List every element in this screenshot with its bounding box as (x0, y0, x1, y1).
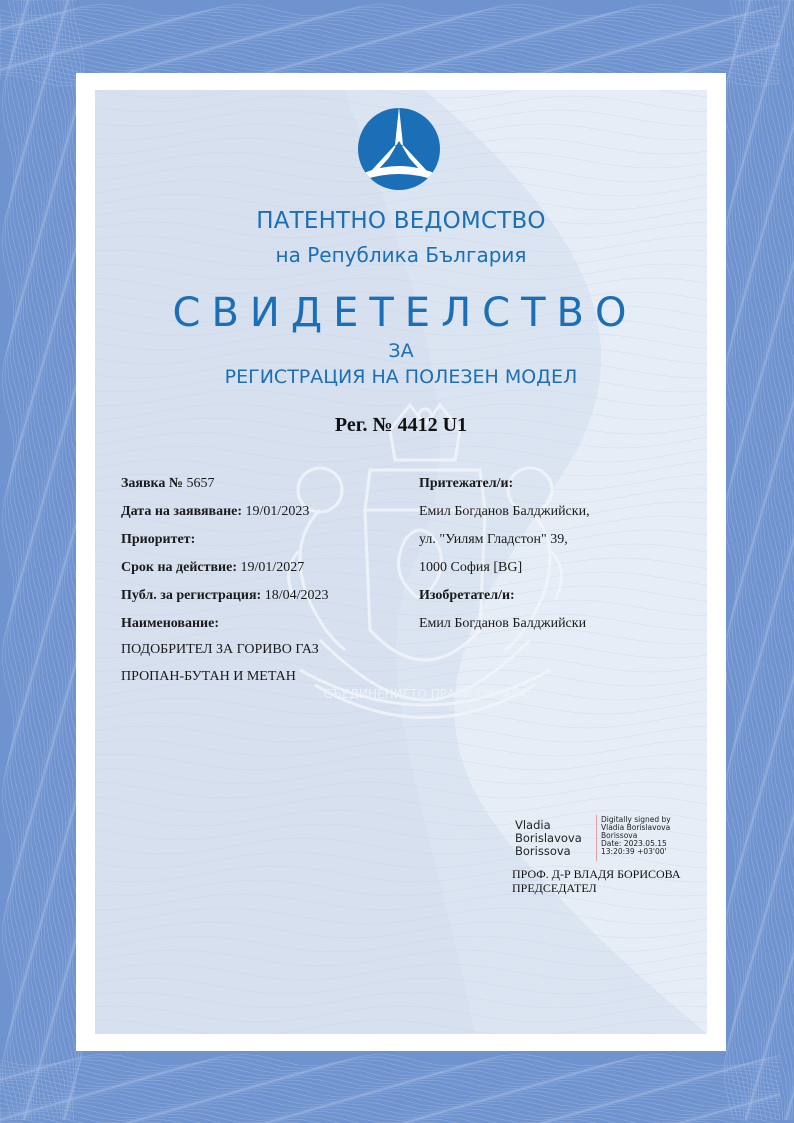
publication-field (121, 588, 328, 604)
inventor-label (419, 588, 515, 604)
invention-title-line2: ПРОПАН-БУТАН И МЕТАН (121, 669, 296, 684)
filing-date-value: 19/01/2023 (245, 504, 310, 519)
application-field (121, 476, 214, 492)
holder-line3: 1000 София [BG] (419, 560, 523, 575)
registration-number: Рег. № 4412 U1 (334, 414, 468, 436)
application-label: Заявка № (121, 476, 183, 491)
filing-date-field (121, 504, 309, 520)
holder-label-text: Притежател/и: (419, 476, 514, 491)
priority-field (121, 532, 195, 548)
inventor-line1: Емил Богданов Балджийски (419, 616, 587, 631)
patent-office-logo-icon (357, 105, 441, 193)
inventor-label-text: Изобретател/и: (419, 588, 515, 603)
seal-motto: СЪЕДИНЕНИЕТО ПРАВИ СИЛАТА (323, 687, 527, 701)
validity-value: 19/01/2027 (240, 560, 305, 575)
publication-label: Публ. за регистрация: (121, 588, 262, 603)
title-label (121, 616, 219, 632)
certificate-za: ЗА (388, 340, 414, 362)
priority-label: Приоритет: (121, 532, 196, 547)
officer-title: ПРЕДСЕДАТЕЛ (512, 881, 597, 895)
office-country: на Република България (275, 243, 527, 267)
invention-title-line1: ПОДОБРИТЕЛ ЗА ГОРИВО ГАЗ (121, 642, 319, 657)
signature-meta-line1: Digitally signed by (601, 815, 671, 824)
signature-name-line3: Borissova (515, 844, 571, 858)
holder-label (419, 476, 513, 492)
holder-line1: Емил Богданов Балджийски, (419, 504, 590, 519)
signature-meta-line3: Borissova (601, 831, 638, 840)
title-label-text: Наименование: (121, 616, 219, 631)
holder-line2: ул. "Уилям Гладстон" 39, (419, 532, 568, 547)
signature-meta-line2: Vladia Borislavova (601, 823, 671, 832)
signature-name-line2: Borislavova (515, 831, 582, 845)
filing-date-label: Дата на заявяване: (121, 504, 243, 519)
signature-name-line1: Vladia (515, 818, 551, 832)
validity-field (121, 560, 304, 576)
application-value: 5657 (186, 476, 215, 491)
signature-divider (596, 815, 597, 861)
officer-name: ПРОФ. Д-Р ВЛАДЯ БОРИСОВА (512, 867, 681, 881)
certificate-title: СВИДЕТЕЛСТВО (172, 290, 638, 336)
signature-name-block (515, 819, 582, 858)
validity-label: Срок на действие: (121, 560, 237, 575)
signature-meta-line5: 13:20:39 +03'00' (601, 847, 667, 856)
publication-value: 18/04/2023 (264, 588, 329, 603)
signature-meta-block (601, 816, 671, 856)
signature-meta-line4: Date: 2023.05.15 (601, 839, 667, 848)
office-name: ПАТЕНТНО ВЕДОМСТВО (256, 208, 546, 234)
certificate-subtitle: РЕГИСТРАЦИЯ НА ПОЛЕЗЕН МОДЕЛ (224, 366, 578, 388)
